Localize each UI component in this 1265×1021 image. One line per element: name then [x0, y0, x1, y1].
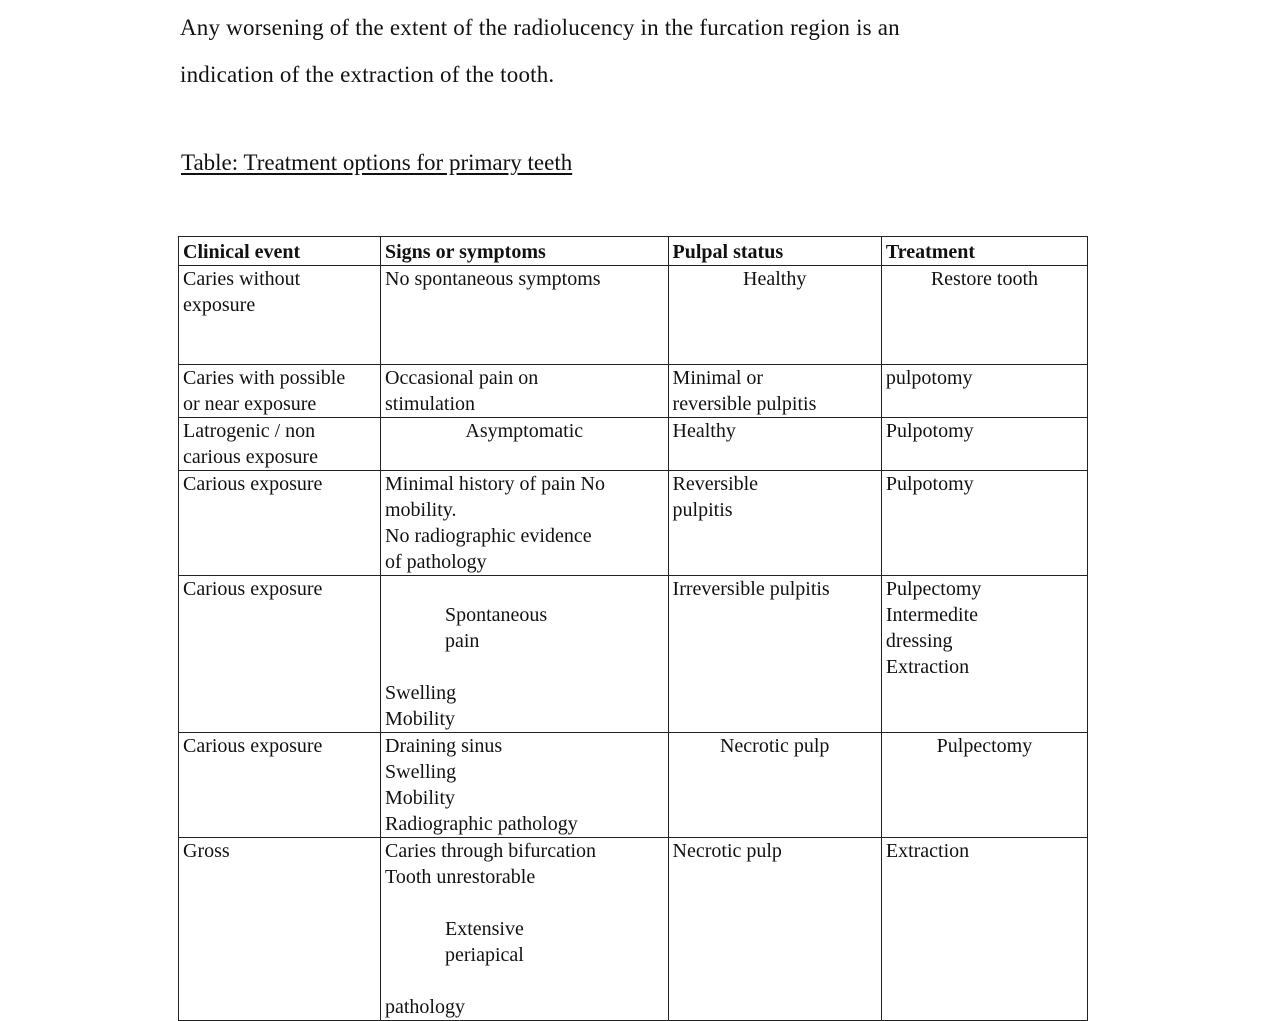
cell-word: Spontaneous: [445, 604, 548, 626]
cell-clinical-event: [179, 418, 381, 471]
cell-line: Mobility: [385, 787, 456, 809]
cell-line: carious exposure: [183, 446, 318, 468]
cell-line: Irreversible pulpitis: [672, 578, 830, 600]
cell-line-justified: [385, 890, 664, 994]
cell-line: Healthy: [743, 268, 807, 290]
header-pulpal-status: Pulpal status: [668, 237, 881, 266]
cell-line: Mobility: [385, 708, 456, 730]
intro-line-1: Any worsening of the extent of the radiolucency in the furcation region is an: [180, 15, 900, 40]
cell-treatment: [881, 266, 1087, 365]
table-row: [179, 418, 1088, 471]
cell-clinical-event: [179, 266, 381, 365]
cell-line: Radiographic pathology: [385, 813, 578, 835]
cell-treatment: [881, 365, 1087, 418]
cell-line: Necrotic pulp: [672, 840, 782, 862]
cell-line: Reversible: [672, 473, 759, 495]
cell-treatment: [881, 838, 1087, 1021]
cell-word: Extensive: [445, 918, 524, 940]
cell-clinical-event: [179, 365, 381, 418]
table-row: [179, 838, 1088, 1021]
cell-clinical-event: [179, 733, 381, 838]
cell-line: dressing: [885, 630, 953, 652]
cell-pulpal-status: [668, 576, 881, 733]
cell-line: Swelling: [385, 761, 457, 783]
cell-line: Necrotic pulp: [719, 735, 830, 757]
cell-line: Pulpotomy: [885, 473, 974, 495]
cell-pulpal-status: [668, 838, 881, 1021]
cell-line: or near exposure: [183, 393, 317, 415]
cell-treatment: [881, 733, 1087, 838]
cell-pulpal-status: [668, 418, 881, 471]
cell-pulpal-status: [668, 733, 881, 838]
header-signs-or-symptoms: Signs or symptoms: [381, 237, 669, 266]
cell-line: Healthy: [672, 420, 736, 442]
cell-clinical-event: [179, 576, 381, 733]
treatment-table: [178, 236, 1088, 1021]
header-treatment: Treatment: [881, 237, 1087, 266]
cell-line-justified: [385, 576, 664, 680]
cell-line: Latrogenic / non: [183, 420, 316, 442]
intro-paragraph: [180, 4, 1050, 98]
cell-clinical-event: [179, 838, 381, 1021]
cell-treatment: [881, 418, 1087, 471]
cell-word: periapical: [445, 944, 524, 966]
cell-line: pulpotomy: [885, 367, 973, 389]
cell-line: pathology: [385, 996, 465, 1018]
cell-line: of pathology: [385, 551, 487, 573]
intro-line-2: indication of the extraction of the tooth.: [180, 62, 555, 87]
table-row: [179, 365, 1088, 418]
cell-line: Caries through bifurcation: [385, 840, 597, 862]
cell-line: Occasional pain on: [385, 367, 539, 389]
cell-signs: [381, 418, 669, 471]
cell-treatment: [881, 576, 1087, 733]
cell-line: Caries with possible: [183, 367, 346, 389]
cell-line: No radiographic evidence: [385, 525, 592, 547]
cell-pulpal-status: [668, 471, 881, 576]
cell-pulpal-status: [668, 365, 881, 418]
cell-line: Asymptomatic: [465, 420, 584, 442]
cell-signs: [381, 838, 669, 1021]
cell-line: Restore tooth: [930, 268, 1039, 290]
cell-clinical-event: [179, 471, 381, 576]
cell-line: stimulation: [385, 393, 475, 415]
cell-line: pulpitis: [672, 499, 733, 521]
cell-word: pain: [445, 630, 480, 652]
cell-line: Minimal history of pain No: [385, 473, 605, 495]
table-row: [179, 576, 1088, 733]
cell-treatment: [881, 471, 1087, 576]
cell-line: Draining sinus: [385, 735, 503, 757]
cell-signs: [381, 576, 669, 733]
table-row: [179, 733, 1088, 838]
cell-signs: [381, 471, 669, 576]
table-header-row: [179, 237, 1088, 266]
cell-line: Tooth unrestorable: [385, 866, 536, 888]
cell-line: Intermedite: [885, 604, 979, 626]
table-row: [179, 266, 1088, 365]
cell-line: exposure: [183, 294, 256, 316]
cell-line: Swelling: [385, 682, 457, 704]
cell-line: mobility.: [385, 499, 457, 521]
cell-line: Extraction: [885, 656, 970, 678]
cell-line: reversible pulpitis: [672, 393, 817, 415]
cell-line: Gross: [183, 840, 230, 862]
cell-signs: [381, 733, 669, 838]
cell-line: No spontaneous symptoms: [385, 268, 601, 290]
cell-line: Caries without: [183, 268, 301, 290]
cell-line: Extraction: [885, 840, 970, 862]
cell-pulpal-status: [668, 266, 881, 365]
header-clinical-event: Clinical event: [179, 237, 381, 266]
table-row: [179, 471, 1088, 576]
cell-line: Pulpectomy: [936, 735, 1033, 757]
table-caption: Table: Treatment options for primary teeth: [181, 150, 573, 175]
cell-signs: [381, 266, 669, 365]
cell-line: Pulpectomy: [885, 578, 982, 600]
cell-line: Carious exposure: [183, 473, 323, 495]
cell-line: Carious exposure: [183, 578, 323, 600]
cell-line: Carious exposure: [183, 735, 323, 757]
cell-line: Pulpotomy: [885, 420, 974, 442]
cell-signs: [381, 365, 669, 418]
cell-line: Minimal or: [672, 367, 764, 389]
